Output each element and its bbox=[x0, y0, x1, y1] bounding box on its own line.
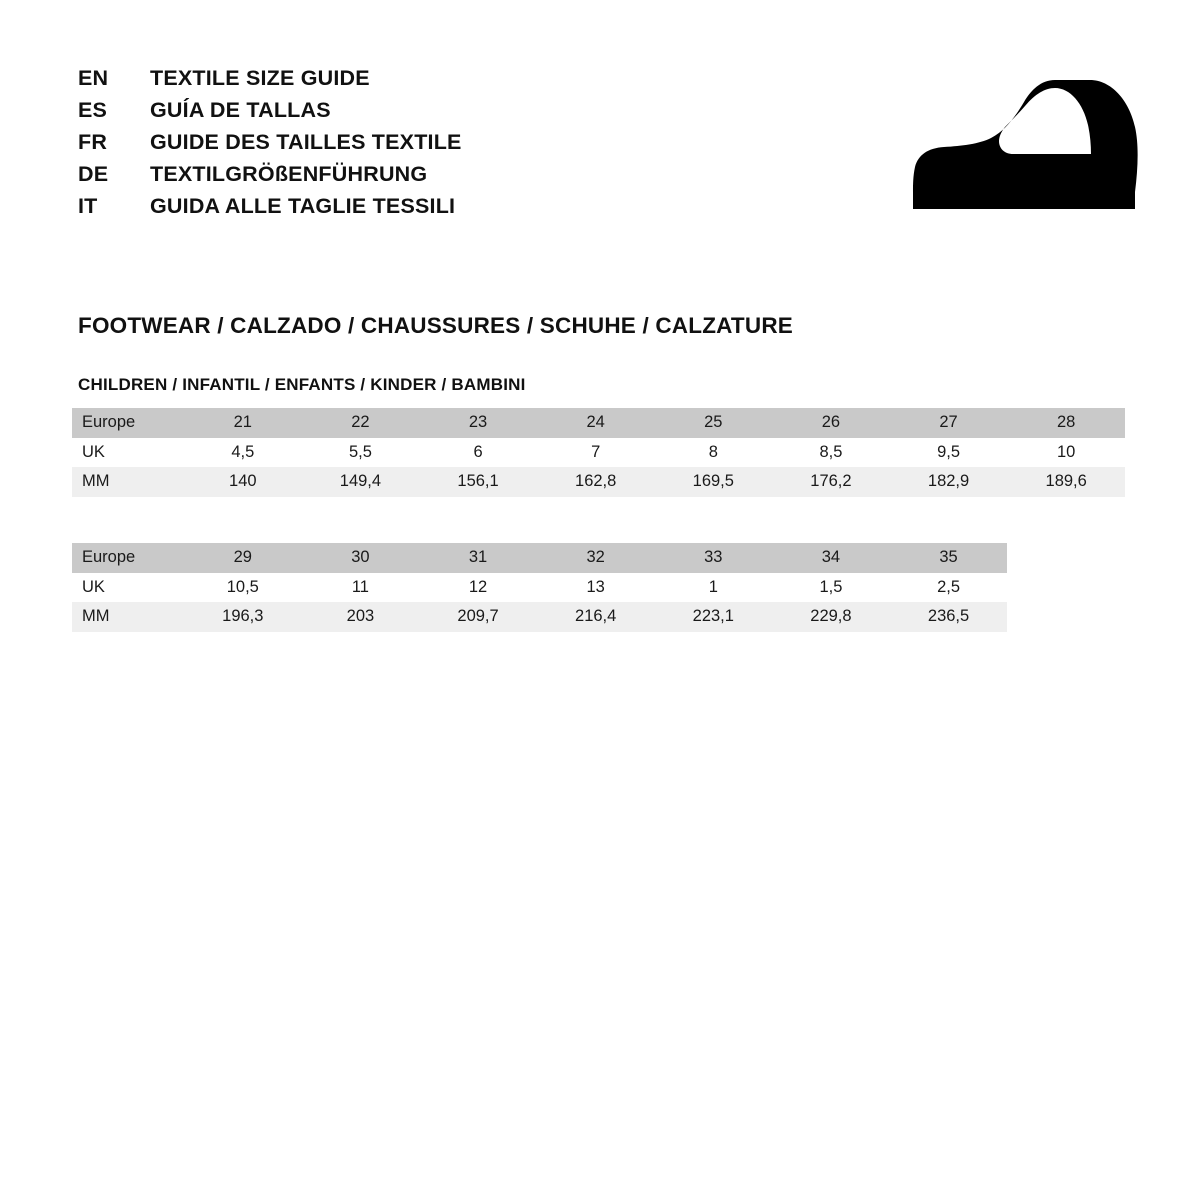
table-cell: 29 bbox=[184, 543, 302, 573]
language-title: TEXTILGRÖßENFÜHRUNG bbox=[150, 162, 428, 186]
table-cell: 26 bbox=[772, 408, 890, 438]
table-cell: 30 bbox=[302, 543, 420, 573]
language-row bbox=[78, 94, 462, 126]
table-cell: 6 bbox=[419, 438, 537, 468]
table-cell-empty bbox=[1007, 543, 1125, 573]
language-row bbox=[78, 62, 462, 94]
language-list bbox=[78, 62, 462, 222]
table-cell: 8,5 bbox=[772, 438, 890, 468]
row-label: Europe bbox=[72, 408, 184, 438]
table-cell: 209,7 bbox=[419, 602, 537, 632]
table-cell: 22 bbox=[302, 408, 420, 438]
table-cell: 156,1 bbox=[419, 467, 537, 497]
table-cell: 31 bbox=[419, 543, 537, 573]
table-cell: 236,5 bbox=[890, 602, 1008, 632]
shoe-icon bbox=[905, 72, 1145, 222]
language-title: GUÍA DE TALLAS bbox=[150, 98, 331, 122]
row-label: MM bbox=[72, 602, 184, 632]
section-title: FOOTWEAR / CALZADO / CHAUSSURES / SCHUHE / CALZATURE bbox=[78, 313, 793, 338]
table-cell: 216,4 bbox=[537, 602, 655, 632]
table-cell: 176,2 bbox=[772, 467, 890, 497]
language-code: IT bbox=[78, 194, 98, 218]
language-row bbox=[78, 158, 462, 190]
table-cell-empty bbox=[1007, 602, 1125, 632]
table-row bbox=[72, 408, 1125, 438]
table-cell: 9,5 bbox=[890, 438, 1008, 468]
table-cell: 5,5 bbox=[302, 438, 420, 468]
table-row bbox=[72, 602, 1125, 632]
table-cell: 182,9 bbox=[890, 467, 1008, 497]
table-cell: 140 bbox=[184, 467, 302, 497]
row-label: UK bbox=[72, 573, 184, 603]
table-cell: 2,5 bbox=[890, 573, 1008, 603]
table-cell: 229,8 bbox=[772, 602, 890, 632]
table-cell: 23 bbox=[419, 408, 537, 438]
table-cell: 10 bbox=[1007, 438, 1125, 468]
language-code: EN bbox=[78, 66, 109, 90]
table-cell: 28 bbox=[1007, 408, 1125, 438]
table-row bbox=[72, 467, 1125, 497]
table-cell: 35 bbox=[890, 543, 1008, 573]
table-cell-empty bbox=[1007, 573, 1125, 603]
language-title: GUIDA ALLE TAGLIE TESSILI bbox=[150, 194, 456, 218]
table-cell: 203 bbox=[302, 602, 420, 632]
table-cell: 11 bbox=[302, 573, 420, 603]
row-label: Europe bbox=[72, 543, 184, 573]
table-cell: 13 bbox=[537, 573, 655, 603]
row-label: UK bbox=[72, 438, 184, 468]
table-cell: 7 bbox=[537, 438, 655, 468]
table-cell: 32 bbox=[537, 543, 655, 573]
table-cell: 1 bbox=[655, 573, 773, 603]
size-table-children-1 bbox=[72, 408, 1125, 497]
table-cell: 8 bbox=[655, 438, 773, 468]
table-row bbox=[72, 573, 1125, 603]
language-title: TEXTILE SIZE GUIDE bbox=[150, 66, 370, 90]
table-cell: 33 bbox=[655, 543, 773, 573]
language-code: FR bbox=[78, 130, 108, 154]
table-cell: 27 bbox=[890, 408, 1008, 438]
table-cell: 223,1 bbox=[655, 602, 773, 632]
table-cell: 169,5 bbox=[655, 467, 773, 497]
section-subtitle: CHILDREN / INFANTIL / ENFANTS / KINDER / BAMBINI bbox=[78, 375, 526, 394]
table-cell: 162,8 bbox=[537, 467, 655, 497]
language-code: ES bbox=[78, 98, 108, 122]
table-cell: 196,3 bbox=[184, 602, 302, 632]
table-row bbox=[72, 543, 1125, 573]
row-label: MM bbox=[72, 467, 184, 497]
table-cell: 1,5 bbox=[772, 573, 890, 603]
table-cell: 21 bbox=[184, 408, 302, 438]
language-code: DE bbox=[78, 162, 109, 186]
language-row bbox=[78, 126, 462, 158]
size-table-children-2 bbox=[72, 543, 1125, 632]
table-cell: 34 bbox=[772, 543, 890, 573]
table-cell: 149,4 bbox=[302, 467, 420, 497]
table-cell: 10,5 bbox=[184, 573, 302, 603]
table-cell: 12 bbox=[419, 573, 537, 603]
table-cell: 189,6 bbox=[1007, 467, 1125, 497]
table-row bbox=[72, 438, 1125, 468]
language-title: GUIDE DES TAILLES TEXTILE bbox=[150, 130, 462, 154]
table-cell: 4,5 bbox=[184, 438, 302, 468]
language-row bbox=[78, 190, 462, 222]
table-cell: 25 bbox=[655, 408, 773, 438]
table-cell: 24 bbox=[537, 408, 655, 438]
